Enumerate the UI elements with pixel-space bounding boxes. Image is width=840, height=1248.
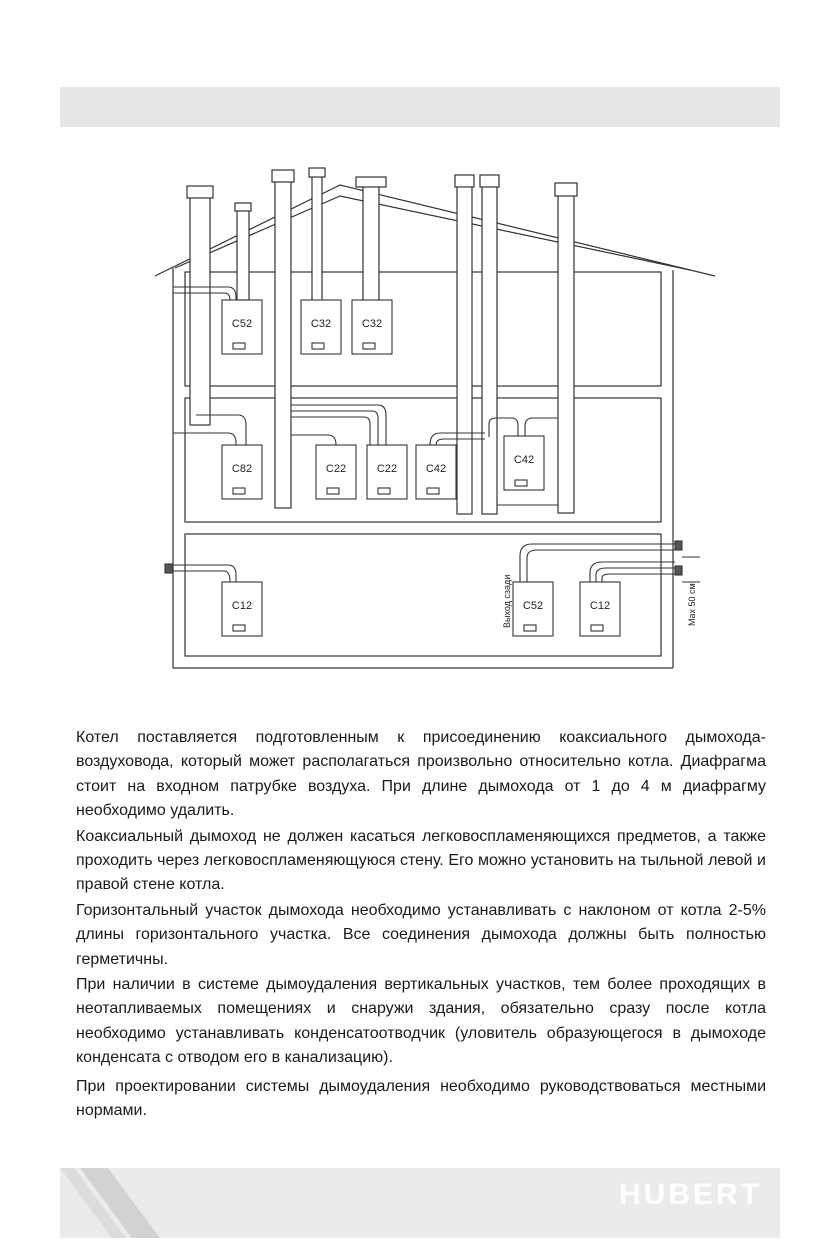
boiler-label: C22: [376, 463, 398, 475]
paragraph: При проектировании системы дымоудаления необходимо руководствоваться местными нормами.: [76, 1077, 766, 1120]
boiler-label: C32: [310, 318, 332, 330]
boiler-label: C22: [325, 463, 347, 475]
paragraph: Коаксиальный дымоход не должен касаться легковоспламеняющихся предметов, а также проходить через легковоспламеняющуюся стену. Его можно установить на тыльной левой и правой стене котла.: [76, 827, 766, 894]
footer-stripe-graphic: [60, 1168, 220, 1238]
paragraph: Котел поставляется подготовленным к присоединению коаксиального дымохода-воздуховода, который может располагаться произвольно относительно котла. Диафрагма стоит на входном патрубке воздуха. При длине дымохода от 1 до 4 м диафрагму необходимо удалить.: [76, 729, 766, 820]
brand-logo: HUBERT: [619, 1178, 762, 1211]
boiler-label: C82: [231, 463, 253, 475]
body-text: [76, 726, 766, 1125]
boiler-label: C42: [513, 454, 535, 466]
paragraph: Горизонтальный участок дымохода необходимо устанавливать с наклоном от котла 2-5% длины горизонтального участка. Все соединения дымохода должны быть полностью герметичны.: [76, 901, 766, 968]
boiler-label: C12: [589, 600, 611, 612]
boiler-label: C52: [522, 600, 544, 612]
boiler-label: C52: [231, 318, 253, 330]
paragraph: При наличии в системе дымоудаления вертикальных участков, тем более проходящих в неотапливаемых помещениях и снаружи здания, обязательно сразу после котла необходимо устанавливать конденсатоотводчик (уловитель образующегося в дымоходе конденсата с отводом его в канализацию).: [76, 976, 766, 1067]
footer-bar: [60, 1168, 780, 1238]
boiler-label: C42: [425, 463, 447, 475]
boiler-label: C32: [361, 318, 383, 330]
boiler-label: C12: [231, 600, 253, 612]
flue-installation-diagram: [0, 150, 840, 710]
rear-exit-label: Выход сзади: [502, 574, 512, 628]
header-bar: [60, 87, 780, 127]
max-distance-label: Max 50 см: [687, 583, 697, 626]
